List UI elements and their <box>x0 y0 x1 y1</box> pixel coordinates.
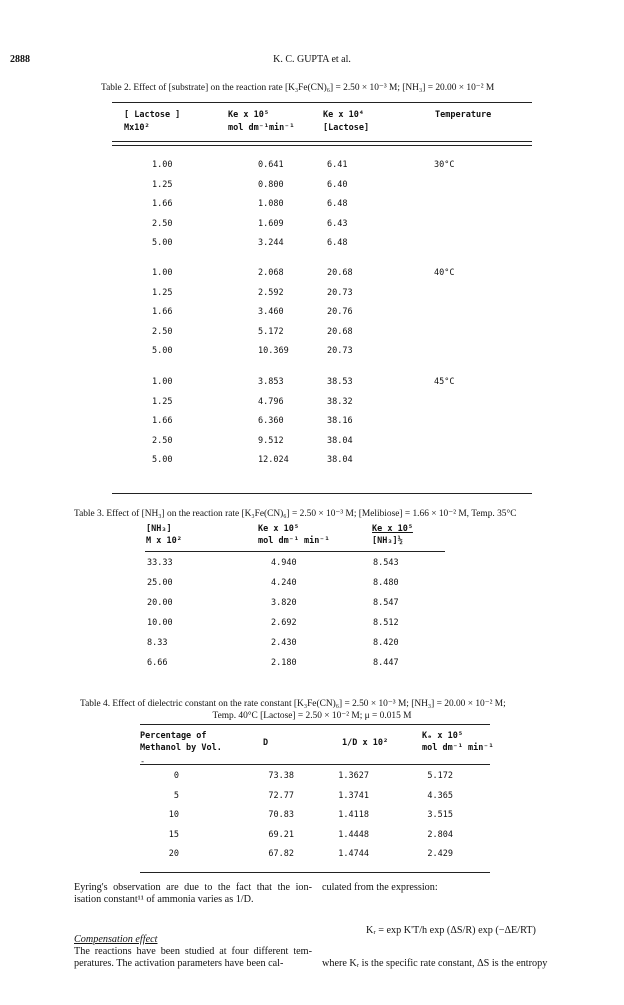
table2-cell: 1.609 <box>258 218 284 229</box>
page-number: 2888 <box>10 54 30 65</box>
table2-cell: 20.68 <box>327 326 353 337</box>
table2-cell: 0.800 <box>258 179 284 190</box>
table2-cell: 9.512 <box>258 435 284 446</box>
table4-col-subheader: Methanol by Vol. <box>140 743 222 753</box>
table2-cell: 1.66 <box>152 307 173 317</box>
table3-cell: 8.33 <box>147 638 168 648</box>
table2-bottom-rule <box>112 493 532 494</box>
table2-cell: 3.460 <box>258 307 284 317</box>
table4-cell: 2.804 <box>427 829 453 840</box>
running-head: K. C. GUPTA et al. <box>273 54 351 65</box>
table2-col-header: Temperature <box>435 110 492 120</box>
table2-cell: 5.172 <box>258 326 284 337</box>
table4-cell: 1.3741 <box>338 790 369 801</box>
table2-cell: 2.50 <box>152 326 173 337</box>
table2-cell: 6.43 <box>327 218 348 229</box>
table2-cell: 2.592 <box>258 287 284 298</box>
section-heading: Compensation effect <box>74 934 158 945</box>
table2-cell: 5.00 <box>152 238 173 248</box>
table3-cell: 4.240 <box>271 578 297 588</box>
table2-cell: 3.853 <box>258 377 284 387</box>
table4-cell: 5.172 <box>427 771 453 781</box>
table2-cell: 6.48 <box>327 238 348 248</box>
table4-cell: 3.515 <box>427 810 453 820</box>
table2-cell: 1.25 <box>152 396 173 407</box>
table2-cell: 1.00 <box>152 268 173 278</box>
table3-cell: 3.820 <box>271 598 297 608</box>
table3-cell: 8.547 <box>373 598 399 608</box>
table2-cell: 38.04 <box>327 455 353 465</box>
body-right-paragraph-2: where Kᵣ is the specific rate constant, ΔS is the entropy <box>322 958 548 969</box>
table4-cell: 1.4118 <box>338 810 369 820</box>
table2-cell: 1.25 <box>152 287 173 298</box>
table2-col-subheader: mol dm⁻¹min⁻¹ <box>228 123 295 133</box>
table4-cell: 69.21 <box>268 829 294 840</box>
table4-cell: 1.4744 <box>338 849 369 859</box>
table3-col-header: Ke x 10⁵ <box>258 524 299 534</box>
table2-col-subheader: Mx10² <box>124 123 150 133</box>
table2-cell: 2.50 <box>152 435 173 446</box>
table4-col-header: Percentage of <box>140 731 207 741</box>
table4-col-header: Kₑ x 10⁵ <box>422 731 463 741</box>
table4-col-header: 1/D x 10² <box>342 738 389 748</box>
table2-cell: 38.32 <box>327 396 353 407</box>
table2-col-subheader: [Lactose] <box>323 123 370 133</box>
table2-cell: 2.50 <box>152 218 173 229</box>
table4-col-header: D <box>263 738 269 748</box>
table2-cell: 1.25 <box>152 179 173 190</box>
table4-col-subheader: mol dm⁻¹ min⁻¹ <box>422 743 494 753</box>
table2-cell: 20.68 <box>327 268 353 278</box>
table2-cell: 1.66 <box>152 416 173 426</box>
table3-cell: 25.00 <box>147 578 173 588</box>
table4-dash: - <box>140 757 146 767</box>
table4-cell: 15 <box>168 829 179 840</box>
table3-col-header: Ke x 10⁵ <box>372 524 413 534</box>
table2-col-header: Ke x 10⁵ <box>228 110 269 120</box>
table2-cell: 6.48 <box>327 199 348 209</box>
table4-cell: 67.82 <box>268 849 294 859</box>
table2-cell: 1.66 <box>152 199 173 209</box>
table2-cell: 6.360 <box>258 416 284 426</box>
table4-cell: 10 <box>168 810 179 820</box>
table2-cell: 6.41 <box>327 160 348 170</box>
table2-cell: 20.73 <box>327 287 353 298</box>
table3-header-rule <box>145 551 445 552</box>
table2-cell: 12.024 <box>258 455 289 465</box>
table4-cell: 2.429 <box>427 849 453 859</box>
table2-cell: 1.00 <box>152 377 173 387</box>
table2-cell: 6.40 <box>327 179 348 190</box>
table3-caption: Table 3. Effect of [NH₃] on the reaction rate [K₃Fe(CN)₆] = 2.50 × 10⁻³ M; [Melibiose] = 1.66 × 10⁻² M, Temp. 35°C <box>74 509 517 519</box>
table4-top-rule <box>140 724 490 725</box>
table4-cell: 0 <box>173 771 179 781</box>
table2-header-rule-2 <box>112 145 532 146</box>
table2-col-header: Ke x 10⁴ <box>323 110 364 120</box>
table2-cell: 1.00 <box>152 160 173 170</box>
table3-cell: 8.480 <box>373 578 399 588</box>
table3-col-subheader: M x 10² <box>146 536 182 546</box>
table3-cell: 4.940 <box>271 558 297 568</box>
table3-cell: 20.00 <box>147 598 173 608</box>
table2-cell: 5.00 <box>152 455 173 465</box>
table2-temperature: 45°C <box>434 377 455 387</box>
table4-cell: 1.3627 <box>338 771 369 781</box>
table2-caption: Table 2. Effect of [substrate] on the reaction rate [K₃Fe(CN)₆] = 2.50 × 10⁻³ M; [NH₃] = 20.00 × 10⁻² M <box>101 83 495 93</box>
table3-cell: 8.420 <box>373 638 399 648</box>
table2-col-header: [ Lactose ] <box>124 110 181 120</box>
table2-cell: 38.53 <box>327 377 353 387</box>
table4-header-rule <box>140 764 490 765</box>
table2-cell: 4.796 <box>258 396 284 407</box>
table4-cell: 72.77 <box>268 790 294 801</box>
table3-col-subheader: mol dm⁻¹ min⁻¹ <box>258 536 330 546</box>
body-left-paragraph-2: The reactions have been studied at four different tem-peratures. The activation parameters have been cal- <box>74 946 312 969</box>
table2-cell: 5.00 <box>152 346 173 356</box>
table2-top-rule <box>112 102 532 103</box>
table4-caption-line1: Table 4. Effect of dielectric constant on the rate constant [K₃Fe(CN)₆] = 2.50 × 10⁻³ M; [NH₃] = 20.00 × 10⁻² M; <box>80 699 506 709</box>
table4-cell: 4.365 <box>427 790 453 801</box>
table2-cell: 20.73 <box>327 346 353 356</box>
table3-cell: 2.692 <box>271 618 297 628</box>
table3-cell: 2.180 <box>271 658 297 668</box>
body-right-paragraph: culated from the expression: <box>322 882 438 893</box>
table4-cell: 5 <box>173 790 179 801</box>
table4-cell: 73.38 <box>268 771 294 781</box>
table3-cell: 6.66 <box>147 658 168 668</box>
rate-equation: Kᵣ = exp K'T/h exp (ΔS/R) exp (−ΔE/RT) <box>366 925 536 936</box>
table2-cell: 38.16 <box>327 416 353 426</box>
table4-cell: 20 <box>168 849 179 859</box>
table3-cell: 33.33 <box>147 558 173 568</box>
table2-cell: 3.244 <box>258 238 284 248</box>
table2-cell: 20.76 <box>327 307 353 317</box>
table4-cell: 70.83 <box>268 810 294 820</box>
table2-temperature: 40°C <box>434 268 455 278</box>
table2-cell: 1.080 <box>258 199 284 209</box>
table4-caption-line2: Temp. 40°C [Lactose] = 2.50 × 10⁻² M; μ = 0.015 M <box>212 711 412 721</box>
table2-cell: 38.04 <box>327 435 353 446</box>
table3-col-subheader: [NH₃]½ <box>372 536 403 546</box>
table2-header-rule <box>112 141 532 142</box>
table2-temperature: 30°C <box>434 160 455 170</box>
table3-cell: 8.543 <box>373 558 399 568</box>
table4-bottom-rule <box>140 872 490 873</box>
table4-cell: 1.4448 <box>338 829 369 840</box>
table2-cell: 2.068 <box>258 268 284 278</box>
body-left-paragraph: Eyring's observation are due to the fact that the ion-isation constant¹¹ of ammonia varies as 1/D. <box>74 882 312 905</box>
table3-col-header: [NH₃] <box>146 524 172 534</box>
table3-cell: 8.512 <box>373 618 399 628</box>
table2-cell: 10.369 <box>258 346 289 356</box>
table3-cell: 8.447 <box>373 658 399 668</box>
table2-cell: 0.641 <box>258 160 284 170</box>
table3-cell: 2.430 <box>271 638 297 648</box>
table3-cell: 10.00 <box>147 618 173 628</box>
